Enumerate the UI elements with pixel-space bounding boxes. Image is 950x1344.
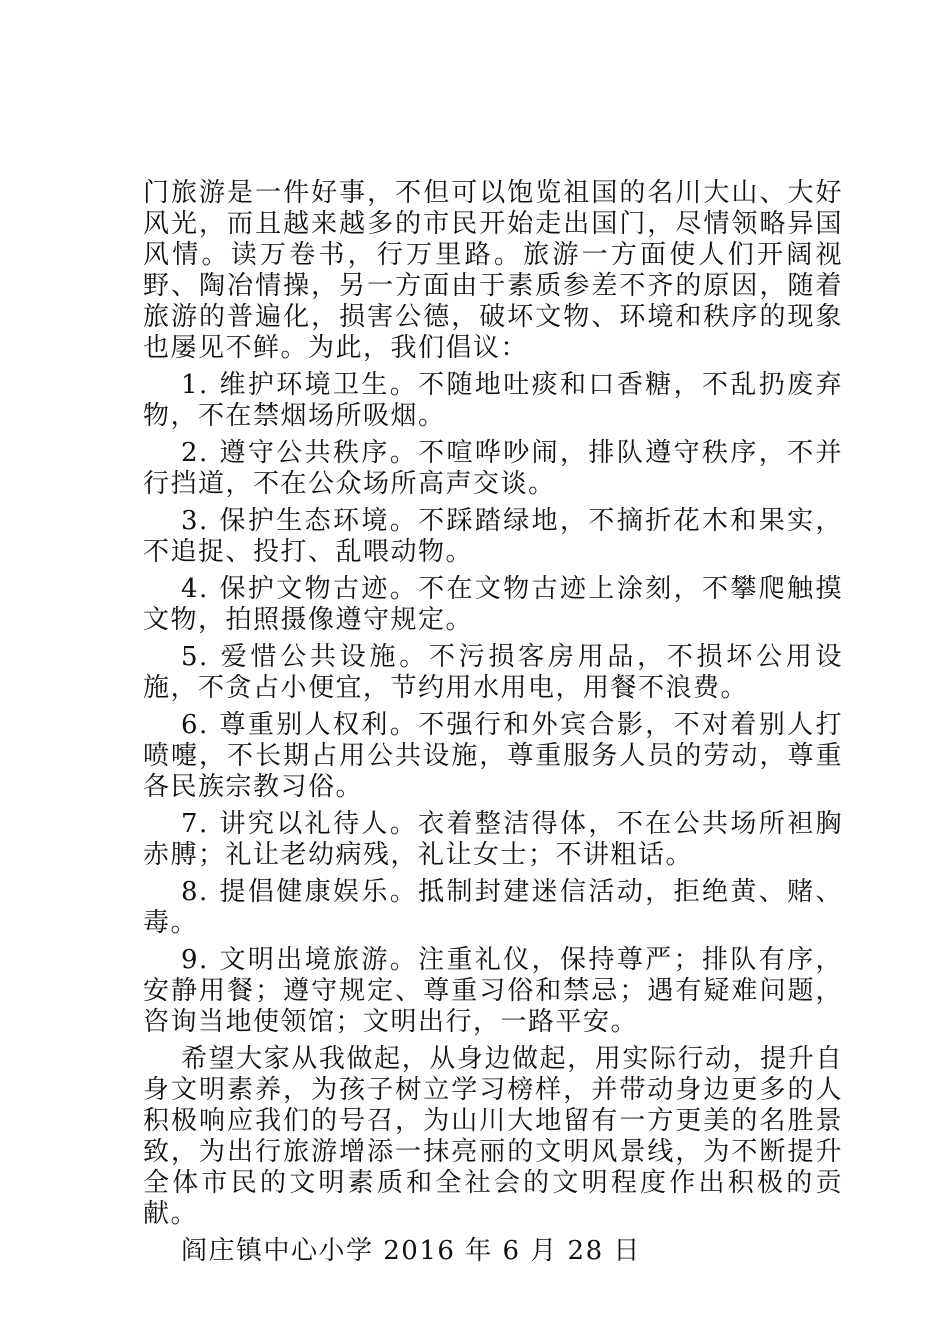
intro-paragraph: 门旅游是一件好事，不但可以饱览祖国的名川大山、大好风光，而且越来越多的市民开始走出国门，尽情领略异国风情。读万卷书，行万里路。旅游一方面使人们开阔视野、陶冶情操，另一方面由于素质参差不齐的原因，随着旅游的普遍化，损害公德，破坏文物、环境和秩序的现象也屡见不鲜。为此，我们倡议： <box>143 178 843 363</box>
proposal-item-9: 9. 文明出境旅游。注重礼仪，保持尊严；排队有序，安静用餐；遵守规定、尊重习俗和禁忌；遇有疑难问题，咨询当地使领馆；文明出行，一路平安。 <box>143 945 843 1037</box>
proposal-item-4: 4. 保护文物古迹。不在文物古迹上涂刻，不攀爬触摸文物，拍照摄像遵守规定。 <box>143 574 843 635</box>
proposal-item-5: 5. 爱惜公共设施。不污损客房用品，不损坏公用设施，不贪占小便宜，节约用水用电，用餐不浪费。 <box>143 642 843 703</box>
proposal-item-7: 7. 讲究以礼待人。衣着整洁得体，不在公共场所袒胸赤膊；礼让老幼病残，礼让女士；不讲粗话。 <box>143 809 843 870</box>
signature-line: 阎庄镇中心小学 2016 年 6 月 28 日 <box>181 1236 641 1266</box>
closing-paragraph: 希望大家从我做起，从身边做起，用实际行动，提升自身文明素养，为孩子树立学习榜样，并带动身边更多的人积极响应我们的号召，为山川大地留有一方更美的名胜景致，为出行旅游增添一抹亮丽的文明风景线，为不断提升全体市民的文明素质和全社会的文明程度作出积极的贡献。 <box>143 1044 843 1229</box>
proposal-item-6: 6. 尊重别人权利。不强行和外宾合影，不对着别人打喷嚏，不长期占用公共设施，尊重服务人员的劳动，尊重各民族宗教习俗。 <box>143 710 843 802</box>
proposal-item-2: 2. 遵守公共秩序。不喧哗吵闹，排队遵守秩序，不并行挡道，不在公众场所高声交谈。 <box>143 438 843 499</box>
document-body <box>143 178 843 1267</box>
proposal-item-8: 8. 提倡健康娱乐。抵制封建迷信活动，拒绝黄、赌、毒。 <box>143 877 843 938</box>
proposal-item-1: 1. 维护环境卫生。不随地吐痰和口香糖，不乱扔废弃物，不在禁烟场所吸烟。 <box>143 370 843 431</box>
proposal-item-3: 3. 保护生态环境。不踩踏绿地，不摘折花木和果实，不追捉、投打、乱喂动物。 <box>143 506 843 567</box>
